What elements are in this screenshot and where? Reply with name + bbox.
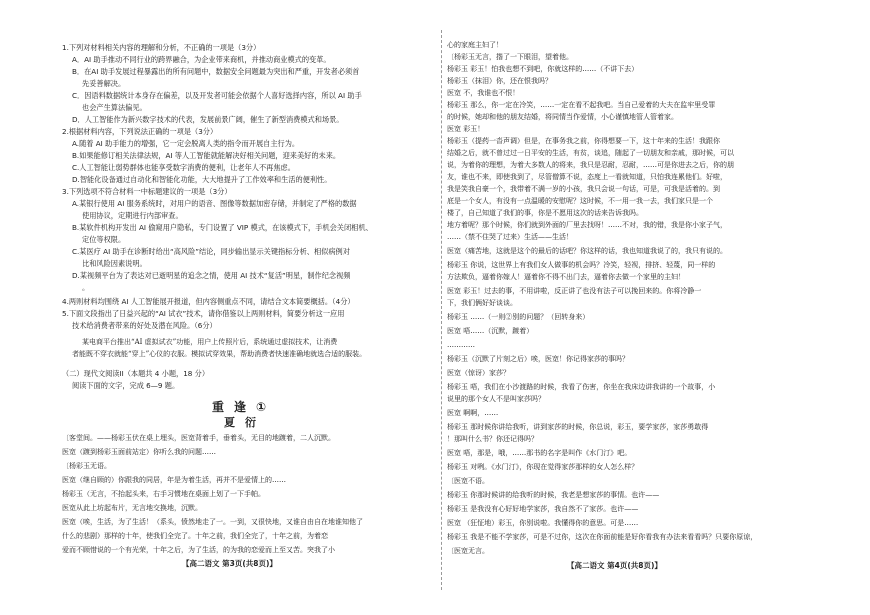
- play-line: 医宽（唉，生活，为了生活！（系头，愤然地走了一。一到，又很快地，又谁自由自在地谁知他了: [62, 518, 363, 526]
- page-footer: 【高二语文 第3页(共8页)】: [182, 559, 277, 568]
- play-line: 医宽（踱到杨彩玉面前站定）你听么我的问题……: [62, 448, 216, 456]
- play-line: 杨彩玉 彩玉！怕我也想不到吧，你就这样的……（不讲下去）: [447, 65, 639, 73]
- play-line: 杨彩玉（无言，不抬起头来，右手习惯地在桌面上划了一下手帕。: [62, 490, 265, 498]
- play-line: 下，我们俩好好谈谈。: [447, 299, 517, 307]
- q3-option-d: D.某视频平台为了表达对已逝明星的追念之情，使用 AI 技术“复活”明星，制作纪念视频: [72, 271, 351, 280]
- play-line: 杨彩玉（抹泪）你，还在恨我吗？: [447, 77, 552, 85]
- question-5-cont: 技术给消费者带来的好处及潜在风险。（6分）: [72, 321, 217, 330]
- play-line: 医宽 唔……（沉默，踱着）: [447, 327, 534, 335]
- play-line: 医宽 啊啊，……: [447, 409, 499, 417]
- play-line: 医宽（惊讶）家莎？: [447, 369, 510, 377]
- q1-option-c-cont: 也会产生算法偏见。: [82, 103, 147, 112]
- play-line: 友，谁也不来，即使我到了，尽管僧算不说，态度上一看就知道，只怕我连累他们。好啦，: [447, 173, 727, 181]
- play-line: 杨彩玉 对咧。《水门汀》，你现在觉得家莎那样的女人怎么样？: [447, 463, 639, 471]
- play-line: 〔客堂间。——杨彩玉伏在桌上埋头，医宽背着手，垂着头，无目的地踱着，二人沉默。: [62, 434, 335, 442]
- q2-option-c: C.人工智能让弱势群体也能享受数字消费的便利，让老年人不再焦虑。: [72, 163, 295, 172]
- q2-option-d: D.智能化设备通过自动化和智能化功能，大大地提升了工作效率和生活的便利性。: [72, 175, 332, 184]
- right-page: [447, 0, 817, 615]
- material-paragraph-line: 某电商平台推出“AI 虚拟试衣”功能，用户上传照片后，系统通过虚拟技术，让消费: [82, 338, 338, 346]
- q2-option-a: A.随着 AI 助手能力的增强，它一定会脱离人类的指令而开展自主行为。: [72, 139, 300, 148]
- play-line: 〔医宽不语。: [447, 477, 489, 485]
- play-line: 〔杨彩玉无言，揩了一下眼泪，望着他。: [447, 53, 573, 61]
- q2-option-b: B.如果能修订相关法律法规，AI 等人工智能就能解决好相关问题，迎来美好的未来。: [72, 151, 341, 160]
- play-line: ！那叫什么书？你还记得吗？: [447, 435, 538, 443]
- q1-option-a: A．AI 助手推动不同行业的跨界融合，为企业带来商机，并推动商业模式的变革。: [72, 55, 331, 64]
- play-line: 杨彩玉 ……（一则②别的问题？（回转身来）: [447, 313, 590, 321]
- play-line: 杨彩玉 你那时候讲的给我听的时候，我老是想家莎的事情。也许——: [447, 491, 660, 499]
- play-line: 楼了，自己知道了我们的事，你是不愿用这次的话来告诉我吗。: [447, 209, 643, 217]
- play-line: 杨彩玉 那么，你一定在冷笑，……一定在看不起我吧。当自己爱着的大夫在监牢里受罪: [447, 101, 716, 109]
- play-line: 说，为着你的理想，为着大多数人的将来，我只是忍耐，忍耐，……可是你进去之后，你的朋: [447, 161, 734, 169]
- q1-option-c: C．因语料数据统计本身存在偏差，以及开发者可能会依据个人喜好选择内容，所以 AI 助手: [72, 91, 362, 100]
- section-instruction: 阅读下面的文字，完成 6—9 题。: [72, 381, 180, 390]
- play-ellipsis: …………: [447, 341, 475, 349]
- play-line: 医宽（继自顾的）你跟我的同居，年是为着生活，再并不是爱情上的……: [62, 476, 286, 484]
- play-line: 爱而不顾惜说的一个有光荣，十年之后，为了生活，的为我的恋爱而上至又苦。突我了小: [62, 546, 335, 554]
- question-4: 4.两则材料均围绕 AI 人工智能展开报道，但内容侧重点不同，请结合文本简要概括。（4分）: [62, 297, 355, 306]
- play-line: 医宽（痛苦地，这就是这个的最后的话吧？你这样的话，我也知道我说了的，我只有说的。: [447, 247, 727, 255]
- play-line: 医宽从此上坊起布片，无言地交换地，沉默。: [62, 504, 202, 512]
- play-line: 杨彩玉 那时候你讲给我听，讲到家莎的时候，你总说，彩玉，要学家莎，家莎勇敢得: [447, 423, 709, 431]
- q3-option-b: B.某软件机构开发出 AI 偷窥用户隐私，专门设置了 VIP 模式，在该模式下，手机会关闭相机、: [72, 223, 373, 232]
- left-page: [62, 0, 437, 615]
- q1-option-d: D．人工智能作为新兴数字技术的代表，发展前景广阔，催生了新型消费模式和场景。: [72, 115, 344, 124]
- play-line: 结婚之后，就不曾过过一日平安的生活，有贫，谈追，随起了一切朋友和亲戚，那时候，可以: [447, 149, 734, 157]
- play-line: 杨彩玉（沉默了片刻之后）唉，医宽！你记得家莎的事吗？: [447, 355, 629, 363]
- q3-option-a: A.某银行使用 AI 服务系统时，对用户的语音、图像等数据加密存储，并制定了严格的数据: [72, 199, 357, 208]
- question-1: 1.下列对材料相关内容的理解和分析，不正确的一项是（3分）: [62, 43, 261, 52]
- play-line: 心的家庭主妇了！: [447, 41, 503, 49]
- play-line: 底是一个女人，有没有一点温暖的安慰呢？这时候，不一用一我一去，我们家只是一个: [447, 197, 713, 205]
- page-footer: 【高二语文 第4页(共8页)】: [567, 561, 662, 570]
- question-2: 2.根据材料内容，下列说法正确的一项是（3分）: [62, 127, 218, 136]
- play-line: 医宽 彩玉！过去的事，不用讲啦，反正讲了也没有法子可以挽回来的。你将冷静一: [447, 287, 702, 295]
- q3-option-c: C.某医疗 AI 助手在诊断时给出“高风险”结论，同步输出显示关键指标分析、相似病例对: [72, 247, 350, 256]
- play-line: 〔医宽无言。: [447, 547, 489, 555]
- q3-option-b-cont: 定位等权限。: [82, 235, 126, 244]
- play-line: 杨彩玉 你说，这世界上有我们女人做事的机会吗？冷笑，轻视，排挤、轻蔑，同一样的: [447, 261, 716, 269]
- play-line: 医宽 不，我谁也不恨！: [447, 89, 520, 97]
- play-line: 杨彩玉 唔，我们在小沙渡路的时候，我看了伤害，你坐在我床边讲我讲的一个故事，小: [447, 383, 716, 391]
- play-line: 的时候，她却和他的朋友结婚，将同情当作爱情，小心谨慎地管人管着家。: [447, 113, 678, 121]
- play-line: 医宽 唔，那是，哦，……那书的名字是叫作《水门汀》吧。: [447, 449, 632, 457]
- play-author: 夏衍: [224, 416, 266, 429]
- q3-option-a-cont: 使用协议，定期进行内部审查。: [82, 211, 183, 220]
- play-line: 说里的那个女人不是叫家莎吗？: [447, 395, 545, 403]
- play-line: 医宽 彩玉！: [447, 125, 485, 133]
- play-line: 杨彩玉（提药一沓声调）但是，在事务我之前，你得想要一下，这十年来的生活！我跟你: [447, 137, 720, 145]
- play-line: 方法欺负，逼着你嫁人！逼着你不得不出门去，逼着你去做一个家里的主妇！: [447, 273, 685, 281]
- play-line: ……（禁不住哭了过来）生活——生活！: [447, 233, 573, 241]
- section-heading: （二）现代文阅读II（本题共 4 小题，18 分）: [62, 369, 210, 378]
- play-line: 医宽 （狂怔地）彩玉，你别说啦。我懂得你的意思。可是……: [447, 519, 639, 527]
- q1-option-b: B．在AI 助手发展过程暴露出的所有问题中，数据安全问题最为突出和严重，开发者必须首: [72, 67, 360, 76]
- play-line: 地方着呢？那个时候，你们就到外面的厂里去找呀！……不对，我的错，我是你小家子气，: [447, 221, 727, 229]
- play-title: 重逢①: [212, 400, 277, 414]
- play-line: 我是笑我自豪一个，我带着不满一岁的小孩，我只会说一句话，可是，可我是活着的。到: [447, 185, 720, 193]
- q3-option-d-cont: 。: [82, 283, 90, 292]
- play-line: 杨彩玉 我是不能不学家莎，可是不过你，这次在你面前能是好你看我有办法来看看吗？只要你原谅，: [447, 533, 758, 541]
- question-5: 5.下面文段指出了日益兴起的“AI 试衣”技术，请你借鉴以上两则材料，简要分析这一应用: [62, 309, 345, 318]
- play-line: 什么的悲剧）那样的十年，使我们全完了。十年之前，我们全完了，十年之前，为着恋: [62, 532, 328, 540]
- q1-option-b-cont: 先妥善解决。: [82, 79, 126, 88]
- question-3: 3.下列选项不符合材料一中标题建议的一项是（3分）: [62, 187, 232, 196]
- play-line: 杨彩玉 是我没有心好好地学家莎，我自然不了家莎。也许——: [447, 505, 639, 513]
- page-divider: [441, 30, 442, 590]
- material-paragraph-line: 者能既不穿衣就能“穿上”心仪的衣服。模拟试穿效果，帮助消费者快速准确地就选合适的服装。: [72, 350, 367, 358]
- play-line: 〔杨彩玉无语。: [62, 462, 111, 470]
- q3-option-c-cont: 比和风险因素说明。: [82, 259, 147, 268]
